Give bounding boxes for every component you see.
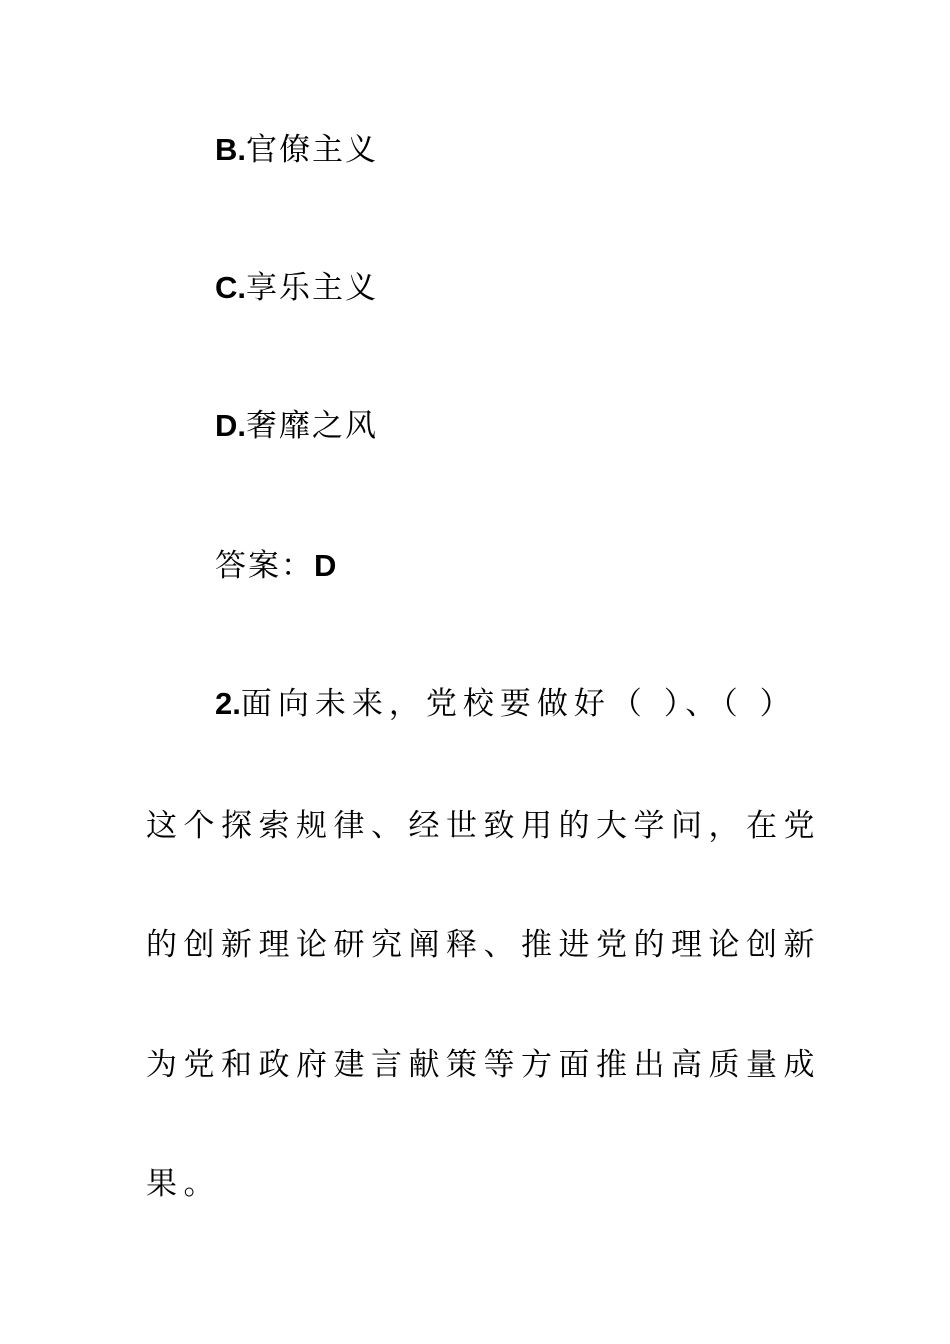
answer-line — [215, 546, 336, 586]
option-b — [215, 130, 378, 170]
option-d-text: 奢靡之风 — [246, 408, 378, 444]
answer-value: D — [314, 548, 337, 583]
question2-line-1 — [215, 684, 797, 724]
option-d — [215, 406, 378, 446]
question2-line-3: 的创新理论研究阐释、推进党的理论创新 — [146, 927, 821, 963]
option-b-letter: B. — [215, 132, 246, 167]
option-c-letter: C. — [215, 270, 246, 305]
option-c — [215, 268, 378, 308]
question2-text-1: 面向未来，党校要做好（ ）、（ ） — [240, 686, 797, 722]
option-d-letter: D. — [215, 408, 246, 443]
question2-line-4: 为党和政府建言献策等方面推出高质量成 — [146, 1047, 821, 1083]
option-b-text: 官僚主义 — [246, 132, 378, 168]
answer-label: 答案： — [215, 548, 314, 584]
option-c-text: 享乐主义 — [246, 270, 378, 306]
question2-line-5: 果。 — [146, 1166, 221, 1202]
question2-line-2: 这个探索规律、经世致用的大学问，在党 — [146, 808, 821, 844]
question2-number: 2. — [215, 686, 241, 721]
